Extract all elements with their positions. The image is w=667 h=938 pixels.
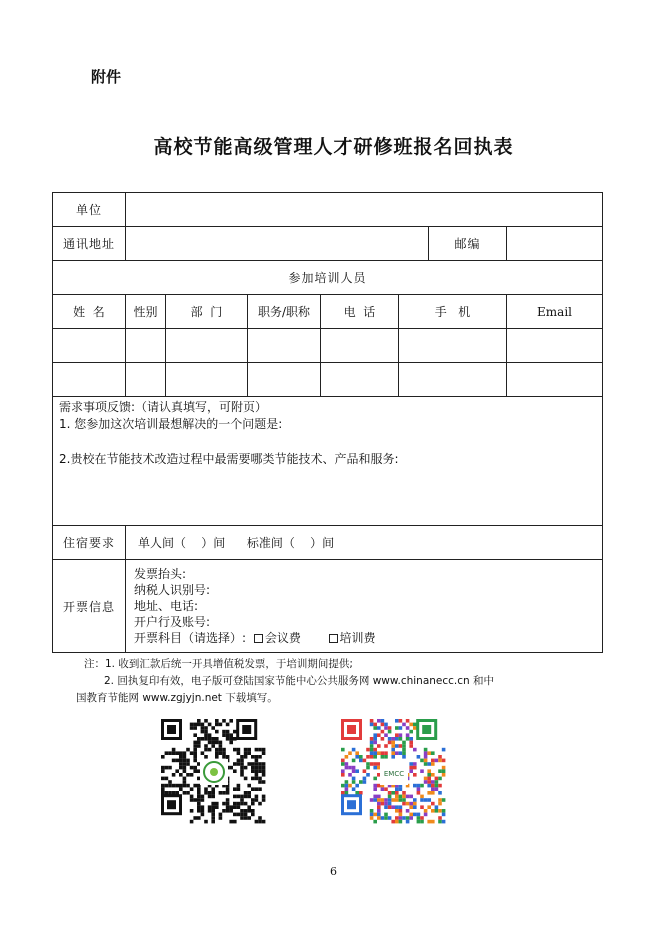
invoice-label: 开票信息 bbox=[53, 560, 126, 653]
invoice-field[interactable] bbox=[126, 560, 603, 653]
svg-text:EMCC: EMCC bbox=[383, 770, 405, 778]
mobile-cell[interactable] bbox=[399, 363, 507, 397]
address-phone-line: 地址、电话: bbox=[134, 599, 199, 613]
name-cell[interactable] bbox=[53, 329, 126, 363]
feedback-field[interactable] bbox=[53, 397, 603, 526]
column-phone: 电 话 bbox=[321, 295, 399, 329]
participants-heading-row bbox=[53, 261, 603, 295]
invoice-subject-label: 开票科目（请选择）: bbox=[134, 631, 247, 645]
unit-label: 单位 bbox=[53, 193, 126, 227]
qr-code-icon bbox=[160, 717, 268, 827]
page-number: 6 bbox=[330, 865, 337, 878]
meeting-fee-label: 会议费 bbox=[264, 631, 301, 645]
training-fee-checkbox[interactable] bbox=[329, 634, 338, 643]
note-1: 注：1. 收到汇款后统一开具增值税发票，于培训期间提供; bbox=[84, 658, 353, 670]
email-cell[interactable] bbox=[507, 363, 603, 397]
department-cell[interactable] bbox=[166, 329, 248, 363]
column-department: 部 门 bbox=[166, 295, 248, 329]
position-cell[interactable] bbox=[248, 363, 321, 397]
participants-header-row bbox=[53, 295, 603, 329]
column-position: 职务/职称 bbox=[248, 295, 321, 329]
lodging-row bbox=[53, 526, 603, 560]
address-label: 通讯地址 bbox=[53, 227, 126, 261]
tax-id-line: 纳税人识别号: bbox=[134, 583, 211, 597]
note-2-cont: 国教育节能网 www.zgjyjn.net 下载填写。 bbox=[76, 692, 278, 704]
column-gender: 性别 bbox=[126, 295, 166, 329]
gender-cell[interactable] bbox=[126, 329, 166, 363]
invoice-subject-line bbox=[134, 630, 594, 646]
meeting-fee-checkbox[interactable] bbox=[254, 634, 263, 643]
registration-form-table bbox=[52, 192, 603, 653]
department-cell[interactable] bbox=[166, 363, 248, 397]
lodging-field[interactable] bbox=[126, 526, 603, 560]
bank-account-line: 开户行及账号: bbox=[134, 615, 211, 629]
qr-code-icon bbox=[340, 717, 448, 827]
standard-room-option: 标准间（ ）间 bbox=[246, 536, 335, 550]
feedback-question-2: 2.贵校在节能技术改造过程中最需要哪类节能技术、产品和服务: bbox=[59, 452, 399, 466]
postcode-label: 邮编 bbox=[429, 227, 507, 261]
lodging-label: 住宿要求 bbox=[53, 526, 126, 560]
feedback-row bbox=[53, 397, 603, 526]
feedback-intro: 需求事项反馈:（请认真填写，可附页） bbox=[59, 400, 268, 414]
attachment-label: 附件 bbox=[91, 68, 122, 86]
note-2: 2. 回执复印有效，电子版可登陆国家节能中心公共服务网 www.chinanecc.cn 和中 bbox=[104, 675, 495, 687]
name-cell[interactable] bbox=[53, 363, 126, 397]
position-cell[interactable] bbox=[248, 329, 321, 363]
unit-field[interactable] bbox=[126, 193, 603, 227]
address-field[interactable] bbox=[126, 227, 429, 261]
column-email: Email bbox=[507, 295, 603, 329]
page-title: 高校节能高级管理人才研修班报名回执表 bbox=[153, 136, 514, 158]
postcode-field[interactable] bbox=[507, 227, 603, 261]
column-name: 姓 名 bbox=[53, 295, 126, 329]
invoice-title-line: 发票抬头: bbox=[134, 567, 187, 581]
participants-heading: 参加培训人员 bbox=[53, 261, 603, 295]
single-room-option: 单人间（ ）间 bbox=[138, 536, 226, 550]
unit-row bbox=[53, 193, 603, 227]
invoice-row bbox=[53, 560, 603, 653]
notes bbox=[76, 656, 584, 707]
phone-cell[interactable] bbox=[321, 329, 399, 363]
column-mobile: 手 机 bbox=[399, 295, 507, 329]
participant-row bbox=[53, 363, 603, 397]
feedback-question-1: 1. 您参加这次培训最想解决的一个问题是: bbox=[59, 417, 283, 431]
participant-row bbox=[53, 329, 603, 363]
phone-cell[interactable] bbox=[321, 363, 399, 397]
training-fee-label: 培训费 bbox=[339, 631, 376, 645]
mobile-cell[interactable] bbox=[399, 329, 507, 363]
email-cell[interactable] bbox=[507, 329, 603, 363]
address-row bbox=[53, 227, 603, 261]
gender-cell[interactable] bbox=[126, 363, 166, 397]
